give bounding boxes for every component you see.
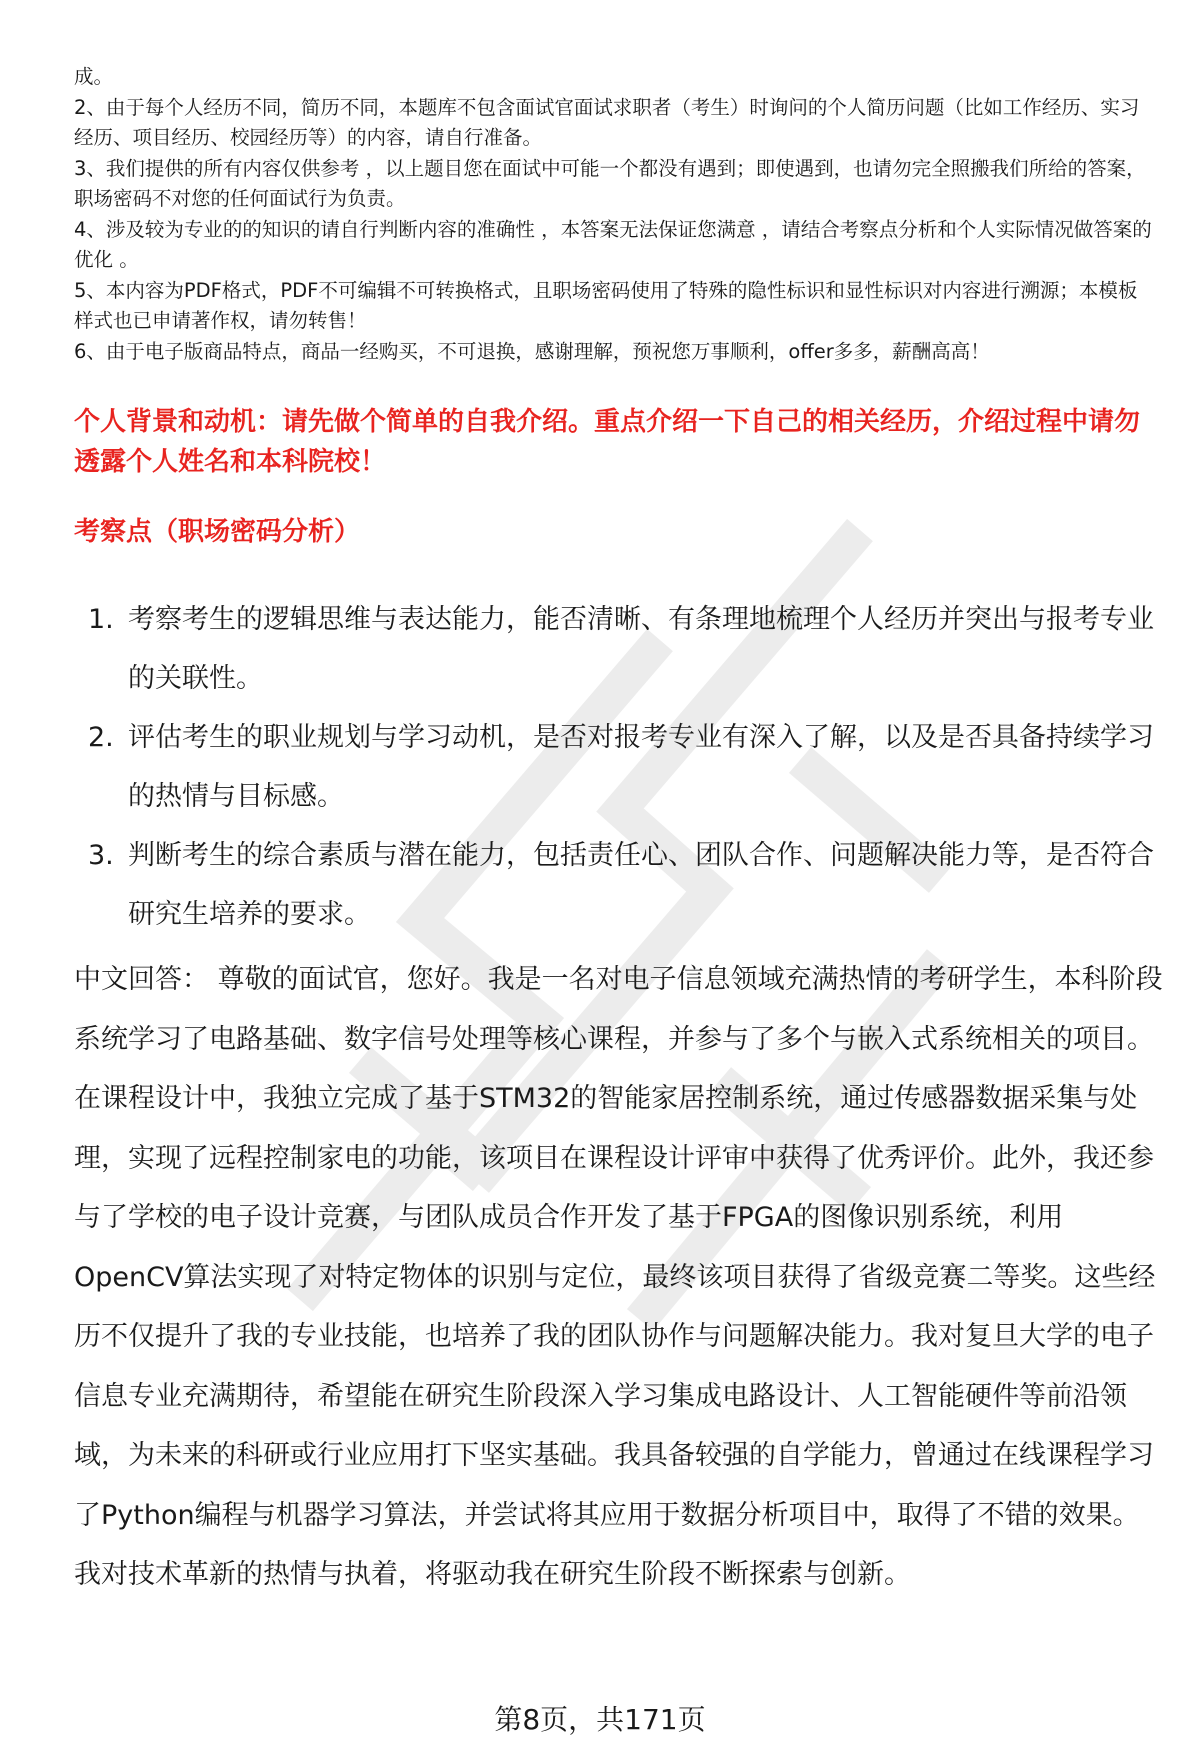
list-item <box>74 826 1154 944</box>
answer-paragraph: 中文回答： 尊敬的面试官，您好。我是一名对电子信息领域充满热情的考研学生，本科阶段系统学习了电路基础、数字信号处理等核心课程，并参与了多个与嵌入式系统相关的项目。在课程设计中，我独立完成了基于STM32的智能家居控制系统，通过传感器数据采集与处理，实现了远程控制家电的功能，该项目在课程设计评审中获得了优秀评价。此外，我还参与了学校的电子设计竞赛，与团队成员合作开发了基于FPGA的图像识别系统，利用OpenCV算法实现了对特定物体的识别与定位，最终该项目获得了省级竞赛二等奖。这些经历不仅提升了我的专业技能，也培养了我的团队协作与问题解决能力。我对复旦大学的电子信息专业充满期待，希望能在研究生阶段深入学习集成电路设计、人工智能硬件等前沿领域，为未来的科研或行业应用打下坚实基础。我具备较强的自学能力，曾通过在线课程学习了Python编程与机器学习算法，并尝试将其应用于数据分析项目中，取得了不错的效果。我对技术革新的热情与执着，将驱动我在研究生阶段不断探索与创新。 <box>74 964 1163 1590</box>
page-number-footer: 第8页，共171页 <box>494 1703 706 1736</box>
note-line: 3、我们提供的所有内容仅供参考 ，以上题目您在面试中可能一个都没有遇到；即使遇到，也请勿完全照搬我们所给的答案，职场密码不对您的任何面试行为负责。 <box>74 156 1146 210</box>
note-line: 5、本内容为PDF格式，PDF不可编辑不可转换格式，且职场密码使用了特殊的隐性标识和显性标识对内容进行溯源；本模板样式也已申请著作权，请勿转售！ <box>74 278 1138 332</box>
list-item-number: 3. <box>88 840 114 871</box>
note-line: 成。 <box>74 65 114 88</box>
list-item-text: 评估考生的职业规划与学习动机，是否对报考专业有深入了解，以及是否具备持续学习的热情与目标感。 <box>128 722 1154 812</box>
question-heading: 个人背景和动机：请先做个简单的自我介绍。重点介绍一下自己的相关经历，介绍过程中请勿透露个人姓名和本科院校！ <box>74 407 1141 477</box>
note-line: 4、涉及较为专业的的知识的请自行判断内容的准确性 ，本答案无法保证您满意 ，请结合考察点分析和个人实际情况做答案的优化 。 <box>74 217 1152 271</box>
list-item <box>74 708 1154 826</box>
note-line: 6、由于电子版商品特点，商品一经购买，不可退换，感谢理解，预祝您万事顺利，offer多多，薪酬高高！ <box>74 339 990 363</box>
list-item-number: 1. <box>88 604 114 635</box>
list-item-text: 判断考生的综合素质与潜在能力，包括责任心、团队合作、问题解决能力等，是否符合研究生培养的要求。 <box>128 840 1154 930</box>
list-item <box>74 590 1154 708</box>
list-item-text: 考察考生的逻辑思维与表达能力，能否清晰、有条理地梳理个人经历并突出与报考专业的关联性。 <box>128 604 1154 694</box>
list-item-number: 2. <box>88 722 114 753</box>
note-line: 2、由于每个人经历不同，简历不同，本题库不包含面试官面试求职者（考生）时询问的个人简历问题（比如工作经历、实习经历、项目经历、校园经历等）的内容，请自行准备。 <box>74 95 1140 149</box>
assessment-points-list <box>74 590 1154 944</box>
section-title: 考察点（职场密码分析） <box>74 517 361 547</box>
notes-block <box>74 62 1154 367</box>
